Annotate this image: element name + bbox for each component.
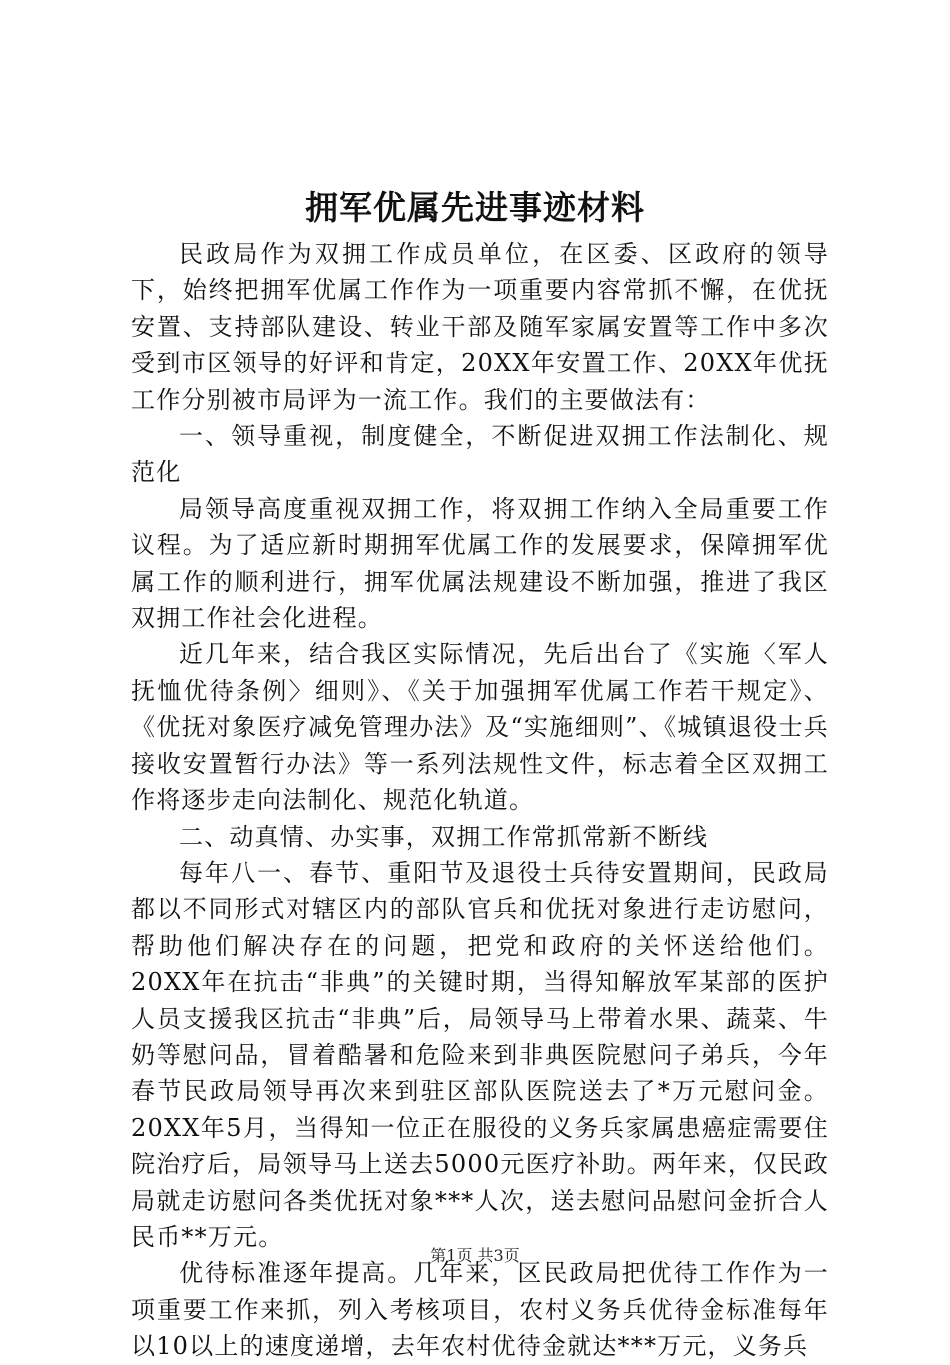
paragraph-regulations: 近几年来，结合我区实际情况，先后出台了《实施〈军人抚恤优待条例〉细则》、《关于加强拥军优属工作若干规定》、《优抚对象医疗减免管理办法》及“实施细则”、《城镇退役士兵接收安置暂行办法》等一系列法规性文件，标志着全区双拥工作将逐步走向法制化、规范化轨道。 bbox=[131, 640, 829, 815]
document-title: 拥军优属先进事迹材料 bbox=[305, 188, 645, 227]
paragraph-visits: 每年八一、春节、重阳节及退役士兵待安置期间，民政局都以不同形式对辖区内的部队官兵和优抚对象进行走访慰问，帮助他们解决存在的问题，把党和政府的关怀送给他们。20XX年在抗击“非典”的关键时期，当得知解放军某部的医护人员支援我区抗击“非典”后，局领导马上带着水果、蔬菜、牛奶等慰问品，冒着酷暑和危险来到非典医院慰问子弟兵，今年春节民政局领导再次来到驻区部队医院送去了*万元慰问金。20XX年5月，当得知一位正在服役的义务兵家属患癌症需要住院治疗后，局领导马上送去5000元医疗补助。两年来，仅民政局就走访慰问各类优抚对象***人次，送去慰问品慰问金折合人民币**万元。 bbox=[131, 858, 829, 1251]
section-heading-1: 一、领导重视，制度健全，不断促进双拥工作法制化、规范化 bbox=[131, 422, 829, 487]
document-body bbox=[131, 236, 829, 1365]
page-footer: 第1页 共3页 bbox=[430, 1246, 520, 1265]
paragraph-standards: 优待标准逐年提高。几年来，区民政局把优待工作作为一项重要工作来抓，列入考核项目，农村义务兵优待金标准每年以10以上的速度递增，去年农村优待金就达***万元，义务兵 bbox=[131, 1259, 829, 1361]
section-heading-2: 二、动真情、办实事，双拥工作常抓常新不断线 bbox=[179, 822, 709, 851]
paragraph-leadership: 局领导高度重视双拥工作，将双拥工作纳入全局重要工作议程。为了适应新时期拥军优属工作的发展要求，保障拥军优属工作的顺利进行，拥军优属法规建设不断加强，推进了我区双拥工作社会化进程。 bbox=[131, 494, 829, 633]
paragraph-intro: 民政局作为双拥工作成员单位，在区委、区政府的领导下，始终把拥军优属工作作为一项重要内容常抓不懈，在优抚安置、支持部队建设、转业干部及随军家属安置等工作中多次受到市区领导的好评和肯定，20XX年安置工作、20XX年优抚工作分别被市局评为一流工作。我们的主要做法有： bbox=[131, 240, 829, 414]
